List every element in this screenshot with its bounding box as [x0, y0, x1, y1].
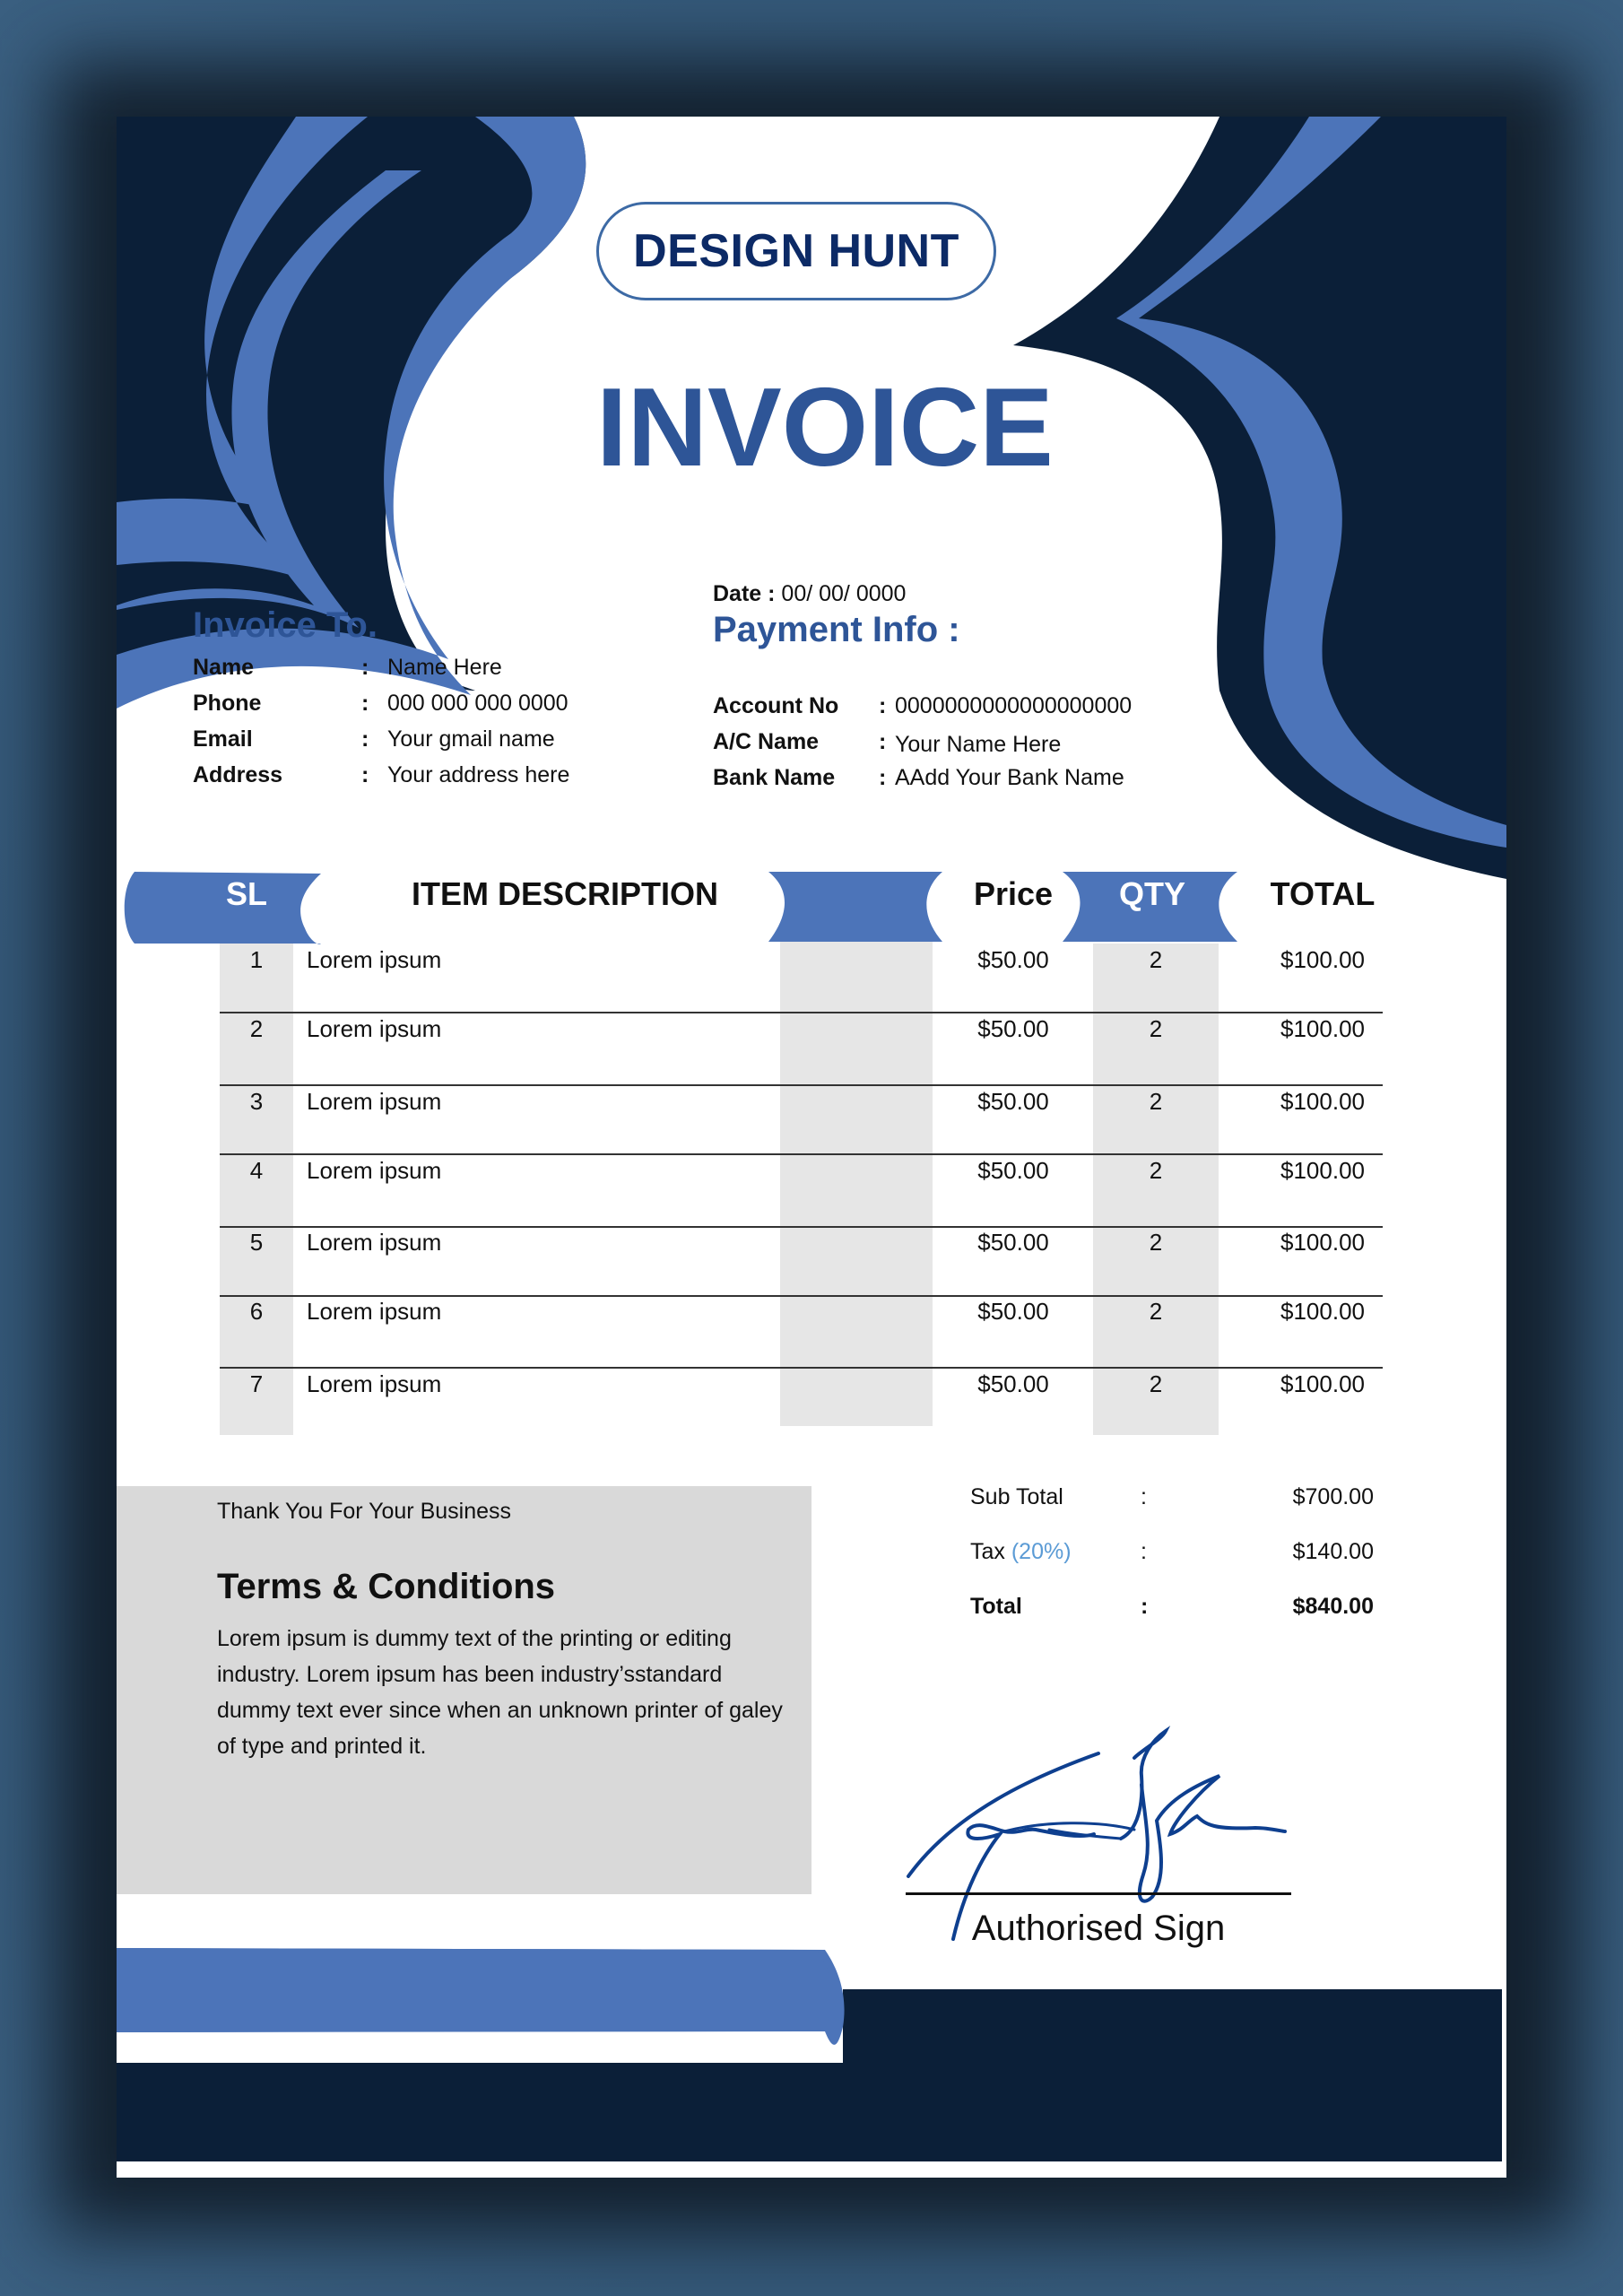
invoice-to-heading: Invoice To.: [193, 605, 378, 645]
email-label: Email: [193, 726, 253, 752]
table-row: [117, 1088, 1506, 1142]
row-description: Lorem ipsum: [307, 1370, 442, 1397]
row-sl: 1: [249, 946, 264, 973]
brand-name: DESIGN HUNT: [633, 225, 959, 277]
row-sl: 6: [249, 1298, 264, 1325]
row-description: Lorem ipsum: [307, 1015, 442, 1042]
subtotal-label: Sub Total: [970, 1484, 1063, 1509]
signature-line: [906, 1892, 1291, 1895]
row-total: $100.00: [1280, 1370, 1365, 1397]
row-sl: 7: [249, 1370, 264, 1397]
row-total: $100.00: [1280, 1157, 1365, 1184]
total-value: $840.00: [1292, 1594, 1374, 1619]
invoice-page: [117, 117, 1506, 2178]
address-value: Your address here: [387, 762, 570, 787]
row-qty: 2: [1149, 1015, 1163, 1042]
bank-name-value: AAdd Your Bank Name: [895, 765, 1124, 790]
row-divider: [220, 1153, 1383, 1155]
phone-value: 000 000 000 0000: [387, 691, 568, 716]
row-description: Lorem ipsum: [307, 1229, 442, 1256]
phone-label: Phone: [193, 691, 262, 716]
tax-label-line: [970, 1539, 1072, 1565]
row-price: $50.00: [977, 946, 1049, 973]
table-row: [117, 1370, 1506, 1424]
row-total: $100.00: [1280, 946, 1365, 973]
row-sl: 2: [249, 1015, 264, 1042]
thank-you-text: Thank You For Your Business: [217, 1499, 512, 1524]
row-price: $50.00: [977, 1015, 1049, 1042]
row-divider: [220, 1012, 1383, 1013]
email-sep: :: [361, 726, 369, 752]
ac-name-sep: :: [879, 729, 887, 754]
date-label: Date :: [713, 581, 776, 606]
row-price: $50.00: [977, 1370, 1049, 1397]
date-value: 00/ 00/ 0000: [781, 581, 907, 606]
total-label: Total: [970, 1594, 1022, 1619]
table-row: [117, 1015, 1506, 1069]
document-title: INVOICE: [596, 366, 1054, 490]
subtotal-sep: :: [1141, 1484, 1147, 1509]
row-divider: [220, 1084, 1383, 1086]
phone-sep: :: [361, 691, 369, 716]
address-label: Address: [193, 762, 283, 787]
terms-body: Lorem ipsum is dummy text of the printing or editing industry. Lorem ipsum has been industry’sstandard dummy text ever since when an unknown printer of galey of type and printed it.: [217, 1626, 783, 1759]
row-total: $100.00: [1280, 1298, 1365, 1325]
row-price: $50.00: [977, 1157, 1049, 1184]
row-description: Lorem ipsum: [307, 1298, 442, 1325]
tax-percent: (20%): [1011, 1539, 1072, 1564]
signature-caption: Authorised Sign: [971, 1909, 1226, 1948]
row-total: $100.00: [1280, 1088, 1365, 1115]
row-sl: 3: [249, 1088, 264, 1115]
table-row: [117, 1229, 1506, 1283]
row-price: $50.00: [977, 1298, 1049, 1325]
ac-name-label: A/C Name: [713, 729, 820, 754]
name-label: Name: [193, 655, 255, 680]
email-value: Your gmail name: [387, 726, 555, 752]
payment-info-heading: Payment Info :: [713, 610, 960, 649]
header-price: Price: [973, 875, 1054, 912]
row-qty: 2: [1149, 1298, 1163, 1325]
row-qty: 2: [1149, 1370, 1163, 1397]
terms-heading: Terms & Conditions: [217, 1567, 556, 1606]
row-qty: 2: [1149, 1157, 1163, 1184]
tax-value: $140.00: [1292, 1539, 1374, 1564]
name-sep: :: [361, 655, 369, 680]
name-value: Name Here: [387, 655, 502, 680]
terms-panel: [117, 1486, 812, 1894]
header-qty: QTY: [1118, 875, 1185, 912]
row-total: $100.00: [1280, 1015, 1365, 1042]
row-price: $50.00: [977, 1229, 1049, 1256]
table-row: [117, 1298, 1506, 1352]
row-total: $100.00: [1280, 1229, 1365, 1256]
row-price: $50.00: [977, 1088, 1049, 1115]
row-description: Lorem ipsum: [307, 1157, 442, 1184]
address-sep: :: [361, 762, 369, 787]
tax-label: Tax: [970, 1539, 1005, 1564]
row-qty: 2: [1149, 1088, 1163, 1115]
row-divider: [220, 1295, 1383, 1297]
bank-name-sep: :: [879, 765, 887, 790]
row-description: Lorem ipsum: [307, 1088, 442, 1115]
bank-name-label: Bank Name: [713, 765, 836, 790]
account-no-sep: :: [879, 693, 887, 718]
row-qty: 2: [1149, 1229, 1163, 1256]
tax-sep: :: [1141, 1539, 1147, 1564]
subtotal-value: $700.00: [1292, 1484, 1374, 1509]
header-sl: SL: [225, 875, 267, 912]
table-row: [117, 946, 1506, 1000]
row-divider: [220, 1226, 1383, 1228]
account-no-label: Account No: [713, 693, 839, 718]
header-item-description: ITEM DESCRIPTION: [411, 875, 719, 912]
table-row: [117, 1157, 1506, 1211]
row-description: Lorem ipsum: [307, 946, 442, 973]
totals-summary: [970, 1484, 1490, 1664]
row-qty: 2: [1149, 946, 1163, 973]
ac-name-value: Your Name Here: [895, 732, 1062, 757]
items-table: [117, 117, 1506, 1462]
row-sl: 5: [249, 1229, 264, 1256]
row-sl: 4: [249, 1157, 264, 1184]
account-no-value: 0000000000000000000: [895, 693, 1133, 718]
row-divider: [220, 1367, 1383, 1369]
header-total: TOTAL: [1270, 875, 1376, 912]
total-sep: :: [1141, 1594, 1149, 1619]
